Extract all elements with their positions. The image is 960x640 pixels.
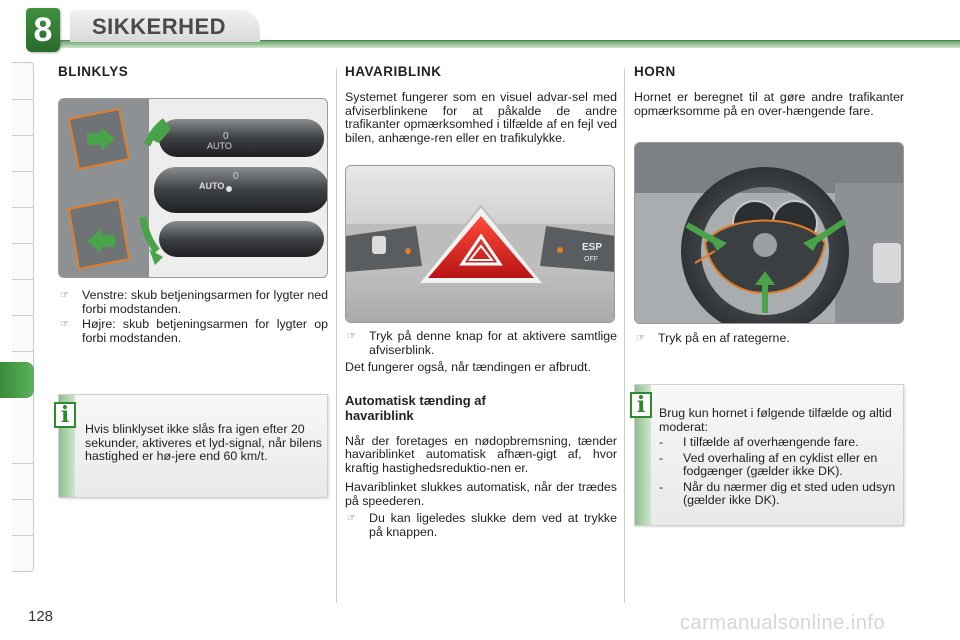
info-horn-intro: Brug kun hornet i følgende tilfælde og altid moderat: [659, 406, 892, 434]
section-blinklys [58, 60, 328, 79]
bullet-text-hojre: Højre: skub betjeningsarmen for lygter op forbi modstanden. [82, 317, 328, 345]
havariblink-bullet-text: Tryk på denne knap for at aktivere samtlige afviserblink. [369, 329, 617, 357]
pointer-finger-icon: ☞ [60, 319, 69, 330]
stalk-label-zero-top: 0 [223, 131, 229, 142]
info-horn-item: - Når du nærmer dig et sted uden udsyn (gælder ikke DK). [659, 479, 896, 507]
esp-off-label: OFF [584, 256, 598, 263]
column-divider [624, 68, 625, 603]
bullet-text-venstre: Venstre: skub betjeningsarmen for lygter ned forbi modstanden. [82, 288, 328, 316]
stalk-label-auto-mid: AUTO [199, 181, 225, 191]
havariblink-body [345, 330, 617, 539]
section-title-havariblink: HAVARIBLINK [345, 64, 442, 79]
havariblink-also: Det fungerer også, når tændingen er afbrudt. [345, 360, 591, 374]
info-horn-item: - I tilfælde af overhængende fare. [659, 435, 859, 449]
stalk-label-zero-mid: 0 [233, 171, 239, 182]
info-horn-item-text: Ved overhaling af en cyklist eller en fodgænger (gælder ikke DK). [683, 450, 878, 478]
section-title-horn: HORN [634, 64, 676, 79]
info-box-horn [634, 384, 904, 526]
esp-label: ESP [582, 242, 603, 253]
info-horn-item-text: Når du nærmer dig et sted uden udsyn (gælder ikke DK). [683, 479, 896, 507]
info-text-blinklys: Hvis blinklyset ikke slås fra igen efter 20 sekunder, aktiveres et lyd-signal, når bilens hastighed er hø-jere end 60 km/t. [85, 422, 322, 463]
page-number: 128 [28, 608, 54, 625]
column-divider [336, 68, 337, 603]
chapter-header [0, 0, 960, 50]
turn-signal-stalk-illustration [58, 98, 328, 278]
horn-bullet-text: Tryk på en af rategerne. [658, 331, 790, 345]
auto-havariblink-text-2: Havariblinket slukkes automatisk, når der trædes på speederen. [345, 480, 617, 508]
section-title-blinklys: BLINKLYS [58, 64, 129, 79]
bullet-item [58, 318, 328, 345]
pointer-finger-icon: ☞ [347, 331, 356, 342]
chapter-number-badge: 8 [26, 8, 60, 52]
auto-havariblink-title: Automatisk tænding af havariblink [345, 392, 486, 423]
chapter-side-tabs [12, 62, 34, 572]
pointer-finger-icon: ☞ [636, 333, 645, 344]
section-horn [634, 60, 904, 118]
horn-intro: Hornet er beregnet til at gøre andre trafikanter opmærksomme på en over-hængende fare. [634, 90, 904, 118]
havariblink-intro: Systemet fungerer som en visuel advar-sel med afviserblinkene for at påkalde de andre trafikanter opmærksomhed i tilfælde af en fejl ved bilen, anhænge-ren eller en trafikulykke. [345, 90, 617, 145]
side-tab-active-chapter[interactable] [0, 362, 34, 398]
auto-havariblink-text-1: Når der foretages en nødopbremsning, tænder havariblinket automatisk afhæn-gigt af, hvor kraftig hastighedsreduktio-nen er. [345, 433, 617, 475]
info-box-blinklys [58, 394, 328, 498]
info-icon: i [630, 392, 652, 418]
info-text-horn [659, 407, 899, 508]
section-havariblink [345, 60, 617, 145]
pointer-finger-icon: ☞ [347, 513, 356, 524]
chapter-title: SIKKERHED [92, 14, 227, 39]
hazard-button-icon [346, 166, 615, 323]
steering-wheel-horn-illustration [634, 142, 904, 324]
stalk-label-auto-top: AUTO [207, 141, 232, 151]
bullet-item [345, 330, 617, 357]
auto-havariblink-bullet-text: Du kan ligeledes slukke dem ved at trykke på knappen. [369, 511, 617, 539]
info-icon: i [54, 402, 76, 428]
hazard-warning-button-illustration [345, 165, 615, 323]
bullet-item [58, 289, 328, 316]
info-horn-item: - Ved overhaling af en cyklist eller en fodgænger (gælder ikke DK). [659, 450, 878, 478]
bullet-item [345, 512, 617, 539]
turn-signal-stalk-icon [59, 99, 328, 278]
horn-bullets [634, 332, 904, 346]
pointer-finger-icon: ☞ [60, 290, 69, 301]
bullet-item [634, 332, 904, 346]
blinklys-bullets [58, 289, 328, 345]
info-horn-item-text: I tilfælde af overhængende fare. [683, 435, 859, 449]
steering-wheel-icon [635, 143, 904, 324]
watermark: carmanualsonline.info [680, 612, 886, 634]
